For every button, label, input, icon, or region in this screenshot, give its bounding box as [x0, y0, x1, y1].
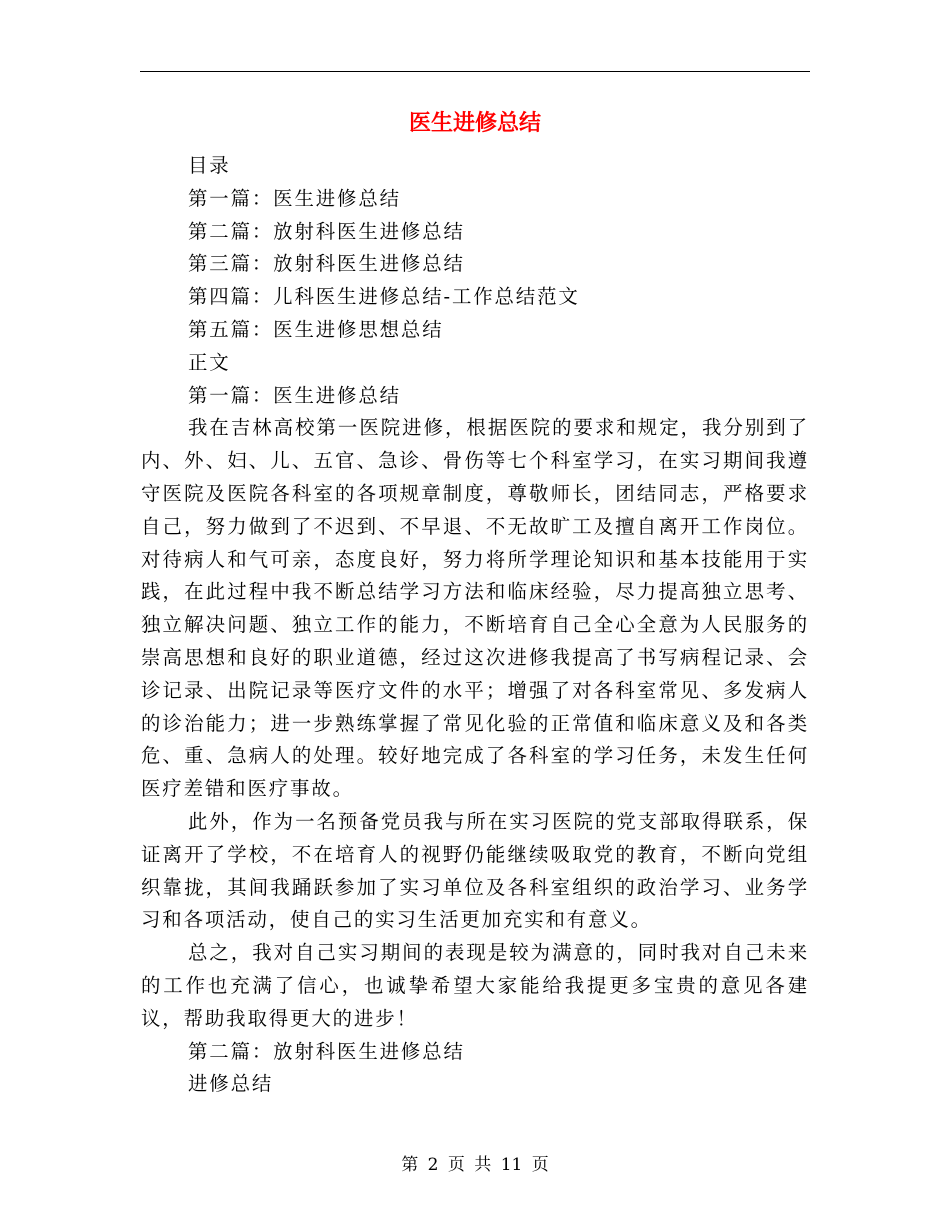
- toc-heading: 目录: [188, 154, 231, 177]
- toc-item-5: 第五篇：医生进修思想总结: [188, 317, 444, 341]
- toc-item-3: 第三篇：放射科医生进修总结: [188, 252, 465, 276]
- paragraph-1: 我在吉林高校第一医院进修，根据医院的要求和规定，我分别到了内、外、妇、儿、五官、急诊、骨伤等七个科室学习，在实习期间我遵守医院及医院各科室的各项规章制度，尊敬师长，团结同志，严格要求自己，努力做到了不迟到、不早退、不无故旷工及擅自离开工作岗位。对待病人和气可亲，态度良好，努力将所学理论知识和基本技能用于实践，在此过程中我不断总结学习方法和临床经验，尽力提高独立思考、独立解决问题、独立工作的能力，不断培育自己全心全意为人民服务的崇高思想和良好的职业道德，经过这次进修我提高了书写病程记录、会诊记录、出院记录等医疗文件的水平；增强了对各科室常见、多发病人的诊治能力；进一步熟练掌握了常见化验的正常值和临床意义及和各类危、重、急病人的处理。较好地完成了各科室的学习任务，未发生任何医疗差错和医疗事故。: [141, 416, 809, 801]
- section-subheading-2: 进修总结: [188, 1072, 274, 1096]
- document-title: 医生进修总结: [408, 111, 541, 136]
- body-heading: 正文: [188, 350, 231, 374]
- paragraph-2: 此外，作为一名预备党员我与所在实习医院的党支部取得联系，保证离开了学校，不在培育人的视野仍能继续吸取党的教育，不断向党组织靠拢，其间我踊跃参加了实习单位及各科室组织的政治学习、业务学习和各项活动，使自己的实习生活更加充实和有意义。: [141, 809, 809, 932]
- paragraph-3: 总之，我对自己实习期间的表现是较为满意的，同时我对自己未来的工作也充满了信心，也诚挚希望大家能给我提更多宝贵的意见各建议，帮助我取得更大的进步！: [141, 941, 809, 1030]
- toc-item-4: 第四篇：儿科医生进修总结-工作总结范文: [188, 285, 580, 309]
- toc-item-2: 第二篇：放射科医生进修总结: [188, 219, 465, 243]
- document-body: [141, 150, 809, 1101]
- header-rule: [140, 71, 810, 72]
- toc-item-1: 第一篇：医生进修总结: [188, 186, 401, 210]
- page-footer: 第 2 页 共 11 页: [401, 1155, 549, 1175]
- section-heading-2: 第二篇：放射科医生进修总结: [188, 1039, 465, 1063]
- section-heading-1: 第一篇：医生进修总结: [188, 383, 401, 407]
